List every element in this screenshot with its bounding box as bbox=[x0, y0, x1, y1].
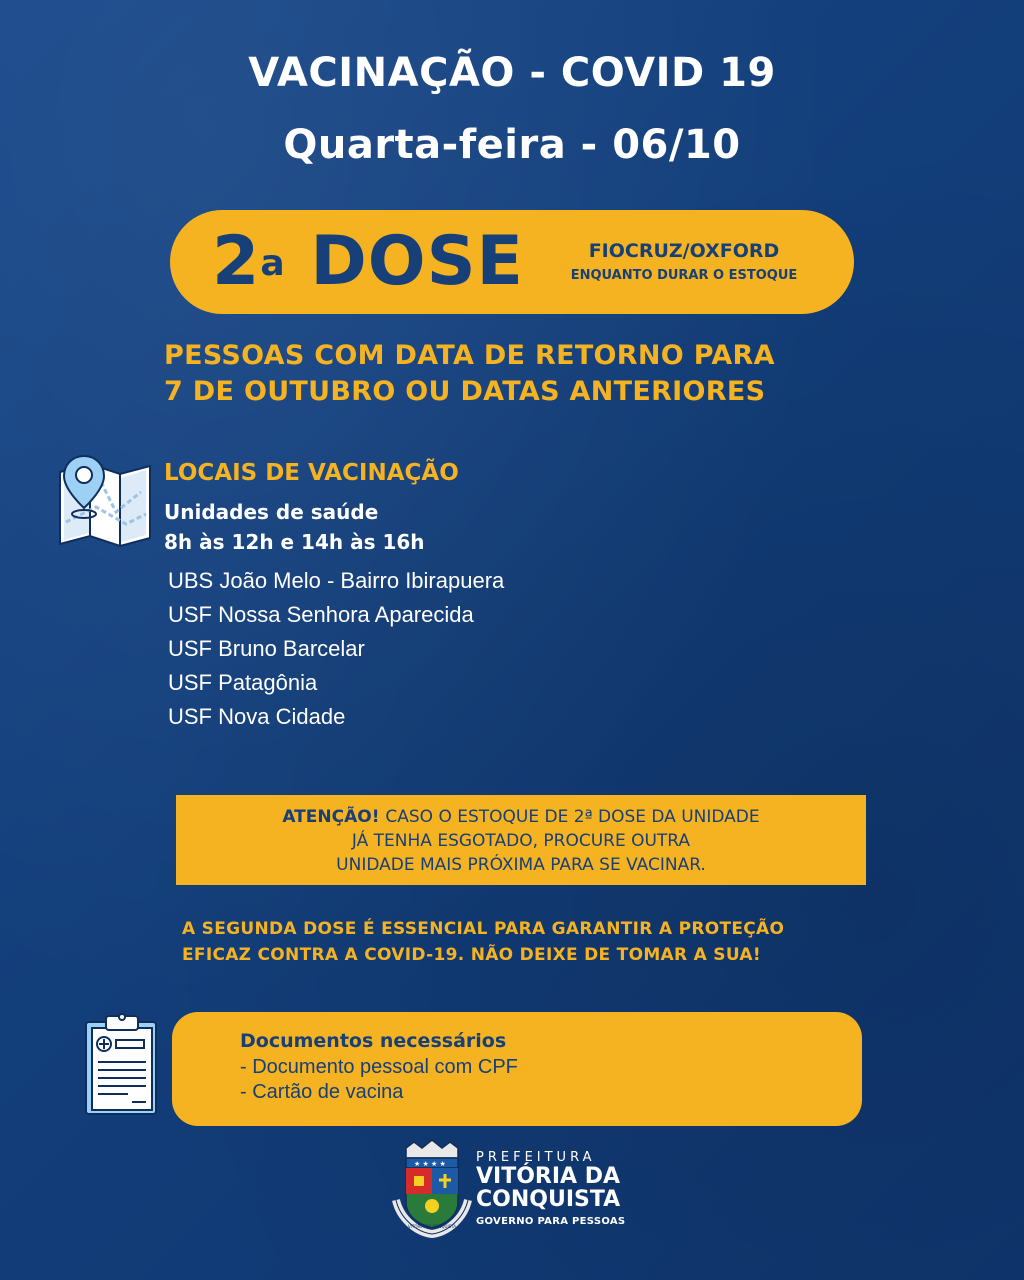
locations-subtitle: Unidades de saúde bbox=[164, 500, 379, 524]
svg-text:★ ★ ★ ★: ★ ★ ★ ★ bbox=[414, 1160, 446, 1168]
attention-box bbox=[176, 795, 866, 885]
list-item: USF Nova Cidade bbox=[168, 704, 346, 729]
dose-label: DOSE bbox=[310, 222, 524, 301]
logo-tagline: GOVERNO PARA PESSOAS bbox=[476, 1216, 626, 1227]
logo-prefeitura: PREFEITURA bbox=[476, 1150, 596, 1165]
units-list bbox=[168, 564, 504, 734]
document-item: - Documento pessoal com CPF bbox=[240, 1056, 518, 1078]
eligibility-text bbox=[164, 338, 775, 410]
dose-number: 2 bbox=[212, 222, 261, 301]
page-title: VACINAÇÃO - COVID 19 bbox=[248, 50, 776, 96]
essential-notice bbox=[182, 916, 784, 968]
svg-text:VITÓRIA DA CONQUISTA: VITÓRIA DA CONQUISTA bbox=[407, 1224, 457, 1229]
essential-line: EFICAZ CONTRA A COVID-19. NÃO DEIXE DE TOMAR A SUA! bbox=[182, 945, 761, 965]
attention-lead: ATENÇÃO! bbox=[282, 807, 380, 827]
attention-line-3: UNIDADE MAIS PRÓXIMA PARA SE VACINAR. bbox=[336, 855, 706, 875]
city-crest-icon bbox=[392, 1138, 472, 1242]
logo-name-line: VITÓRIA DA bbox=[476, 1164, 621, 1189]
list-item: USF Patagônia bbox=[168, 670, 318, 695]
vaccine-brand: FIOCRUZ/OXFORD bbox=[588, 240, 780, 262]
page-date: Quarta-feira - 06/10 bbox=[283, 122, 741, 168]
documents-title: Documentos necessários bbox=[240, 1030, 507, 1052]
eligibility-line: PESSOAS COM DATA DE RETORNO PARA bbox=[164, 340, 775, 371]
essential-line: A SEGUNDA DOSE É ESSENCIAL PARA GARANTIR A PROTEÇÃO bbox=[182, 919, 785, 939]
logo-city-name bbox=[476, 1165, 620, 1211]
dose-heading bbox=[212, 222, 524, 302]
attention-line-2: JÁ TENHA ESGOTADO, PROCURE OUTRA bbox=[351, 831, 691, 851]
locations-title: LOCAIS DE VACINAÇÃO bbox=[164, 460, 459, 486]
stock-note: ENQUANTO DURAR O ESTOQUE bbox=[570, 268, 798, 283]
dose-ordinal: a bbox=[260, 243, 286, 284]
document-item: - Cartão de vacina bbox=[240, 1081, 404, 1103]
list-item: USF Bruno Barcelar bbox=[168, 636, 365, 661]
clipboard-icon bbox=[84, 1012, 160, 1120]
logo-name-line: CONQUISTA bbox=[476, 1187, 621, 1212]
locations-hours: 8h às 12h e 14h às 16h bbox=[164, 530, 425, 554]
map-pin-icon bbox=[56, 452, 154, 554]
eligibility-line: 7 DE OUTUBRO OU DATAS ANTERIORES bbox=[164, 376, 766, 407]
attention-line-1 bbox=[176, 805, 866, 829]
list-item: UBS João Melo - Bairro Ibirapuera bbox=[168, 568, 505, 593]
list-item: USF Nossa Senhora Aparecida bbox=[168, 602, 474, 627]
attention-text: CASO O ESTOQUE DE 2ª DOSE DA UNIDADE bbox=[385, 807, 760, 827]
